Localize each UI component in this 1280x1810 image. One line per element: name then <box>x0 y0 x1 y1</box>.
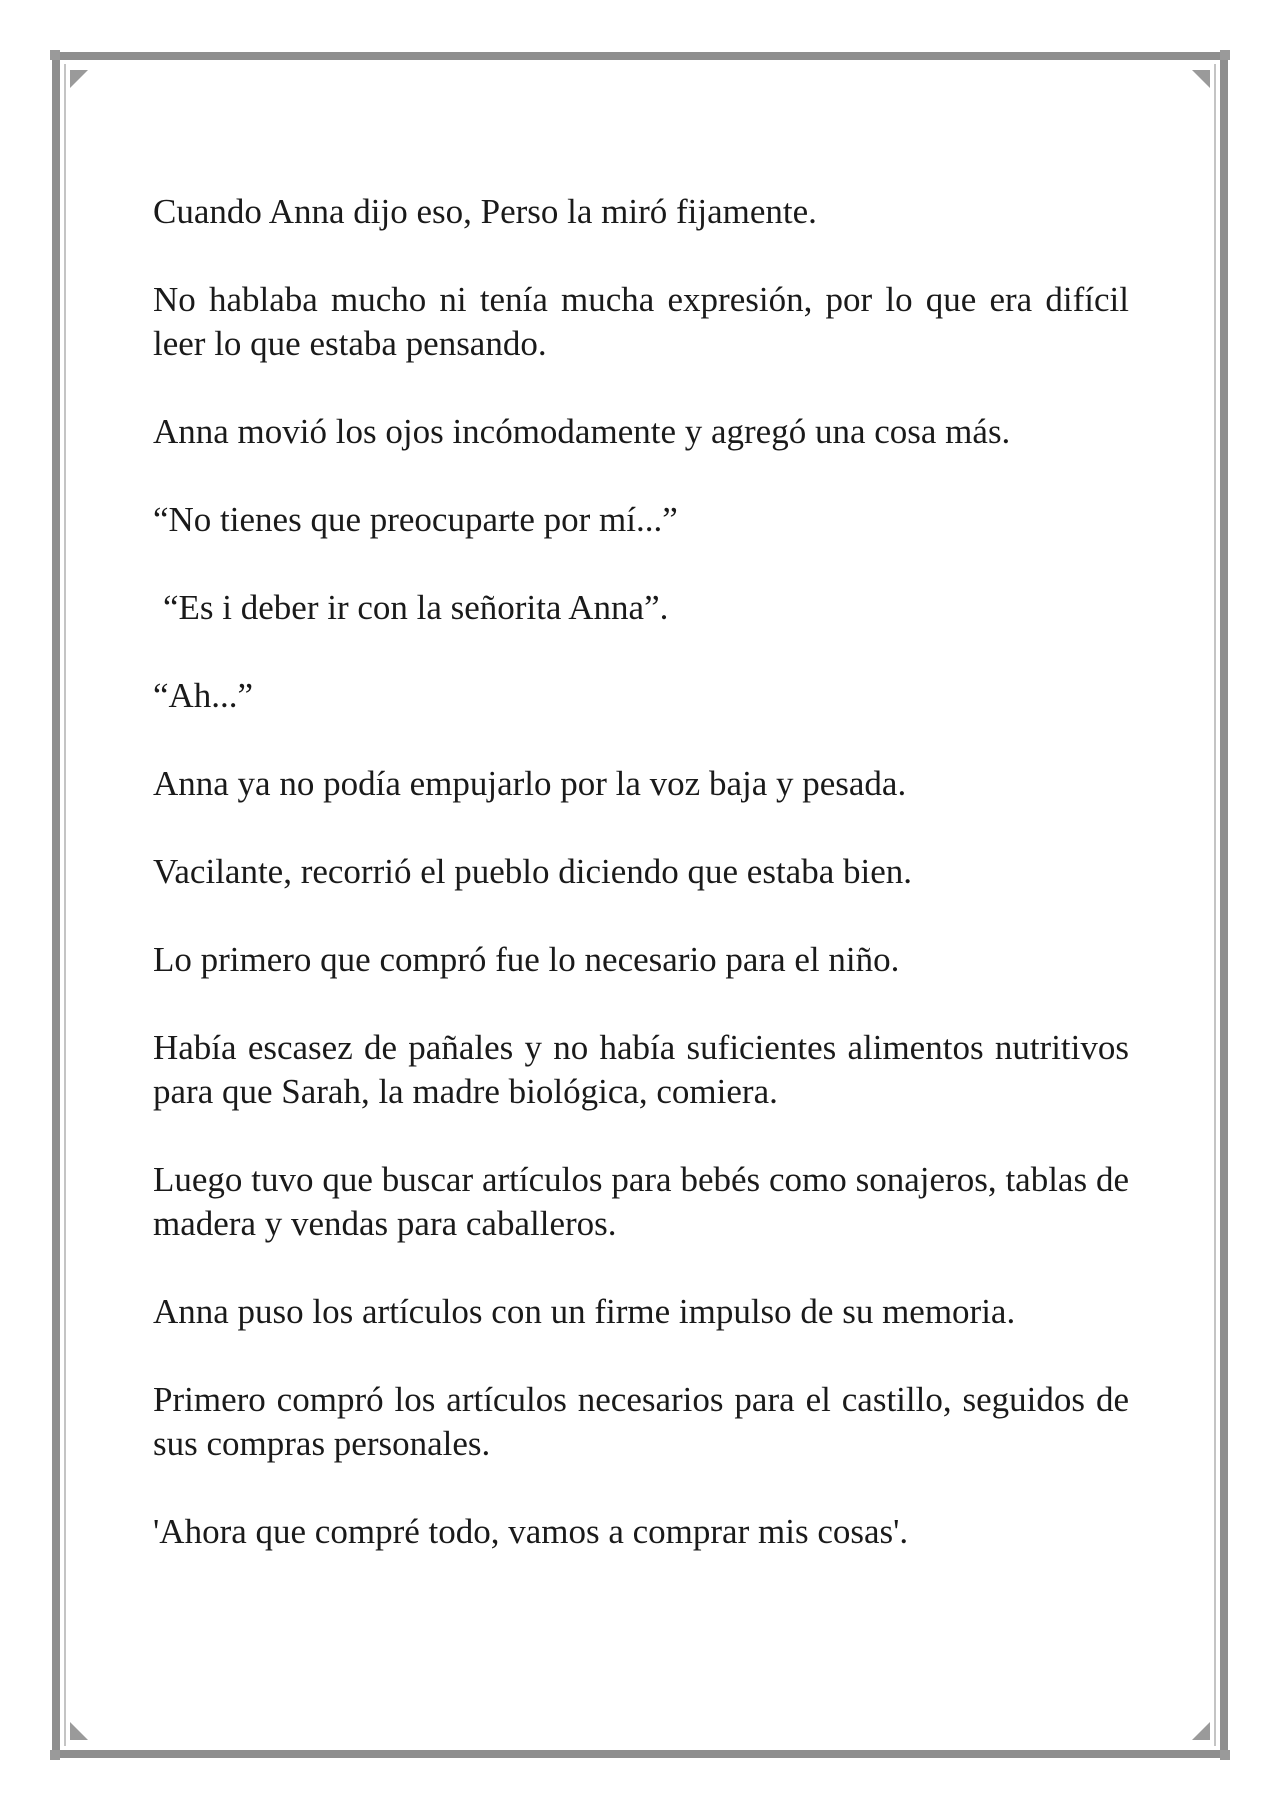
paragraph: Lo primero que compró fue lo necesario para el niño. <box>153 940 900 979</box>
paragraph: Cuando Anna dijo eso, Perso la miró fijamente. <box>153 192 817 231</box>
frame-left-border <box>52 52 60 1758</box>
frame-inner-left <box>64 64 66 1746</box>
story-text <box>153 190 1129 1554</box>
paragraph: Vacilante, recorrió el pueblo diciendo que estaba bien. <box>153 852 912 891</box>
corner-triangle-top-left <box>70 70 88 88</box>
corner-triangle-bottom-left <box>70 1722 88 1740</box>
paragraph: Anna ya no podía empujarlo por la voz baja y pesada. <box>153 764 907 803</box>
paragraph: Había escasez de pañales y no había suficientes alimentos nutritivos para que Sarah, la madre biológica, comiera. <box>153 1028 1129 1111</box>
paragraph: No hablaba mucho ni tenía mucha expresión, por lo que era difícil leer lo que estaba pensando. <box>153 280 1129 363</box>
paragraph: Anna puso los artículos con un firme impulso de su memoria. <box>153 1292 1016 1331</box>
corner-square-bottom-left <box>50 1750 60 1760</box>
corner-square-bottom-right <box>1220 1750 1230 1760</box>
frame-inner-right <box>1214 64 1216 1746</box>
frame-right-border <box>1220 52 1228 1758</box>
paragraph: “No tienes que preocuparte por mí...” <box>153 500 678 539</box>
corner-triangle-top-right <box>1192 70 1210 88</box>
paragraph: Luego tuvo que buscar artículos para bebés como sonajeros, tablas de madera y vendas para caballeros. <box>153 1160 1129 1243</box>
corner-square-top-right <box>1220 50 1230 60</box>
corner-triangle-bottom-right <box>1192 1722 1210 1740</box>
corner-square-top-left <box>50 50 60 60</box>
paragraph: “Ah...” <box>153 676 254 715</box>
paragraph: “Es i deber ir con la señorita Anna”. <box>163 588 669 627</box>
paragraph: Primero compró los artículos necesarios para el castillo, seguidos de sus compras personales. <box>153 1380 1129 1463</box>
paragraph: Anna movió los ojos incómodamente y agregó una cosa más. <box>153 412 1011 451</box>
frame-bottom-border <box>52 1750 1228 1758</box>
paragraph: 'Ahora que compré todo, vamos a comprar mis cosas'. <box>153 1512 909 1551</box>
frame-top-border <box>52 52 1228 60</box>
